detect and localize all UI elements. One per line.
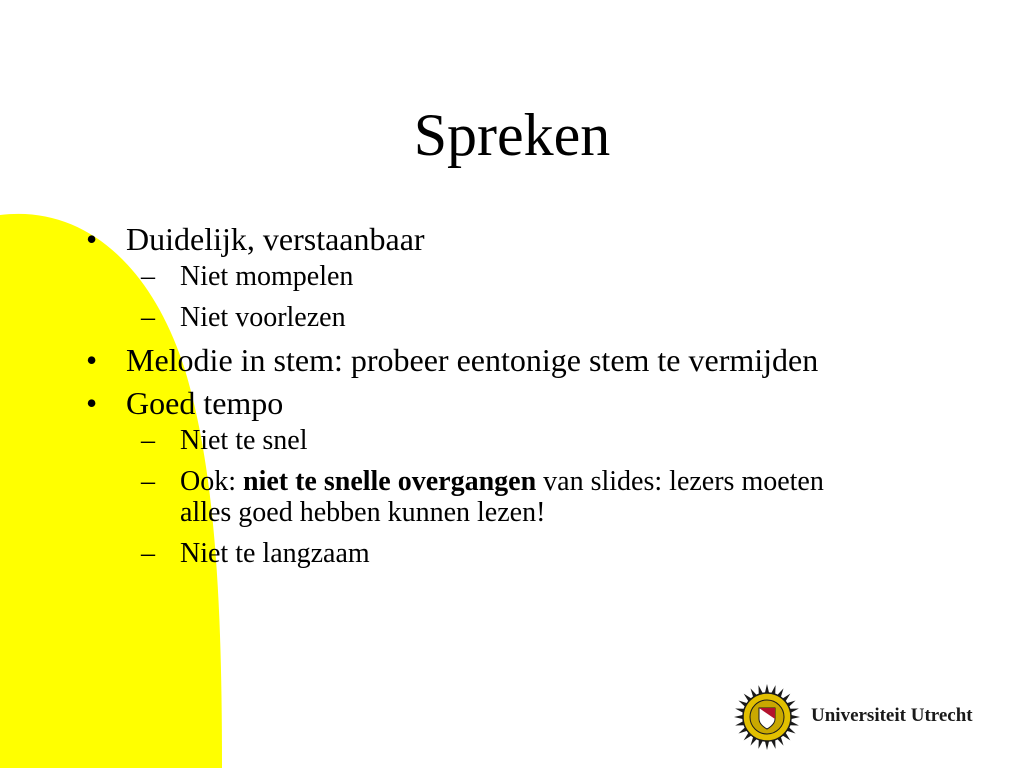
sub-item	[136, 425, 866, 456]
sub-mark: –	[141, 302, 155, 333]
bullet-mark: •	[86, 385, 98, 421]
sub-mark: –	[141, 261, 155, 292]
bullet-mark: •	[86, 221, 98, 257]
sub-text: Niet voorlezen	[180, 302, 346, 333]
sub-item	[136, 302, 866, 333]
university-logo	[733, 683, 993, 753]
sub-text-bold: niet te snelle overgangen	[243, 466, 537, 497]
sub-text: Niet te langzaam	[180, 538, 370, 569]
bullet-text: Duidelijk, verstaanbaar	[126, 221, 425, 257]
sub-text-suffix: van slides: lezers moeten alles goed hebben kunnen lezen!	[180, 466, 824, 528]
sub-item	[136, 261, 866, 292]
sub-list	[126, 425, 866, 569]
bullet-item	[86, 222, 866, 333]
bullet-item	[86, 343, 866, 378]
sub-mark: –	[141, 466, 155, 497]
bullet-item	[86, 386, 866, 569]
sub-text: Niet mompelen	[180, 261, 354, 292]
sub-text-prefix: Ook:	[180, 466, 243, 497]
bullet-list	[86, 222, 866, 579]
sub-mark: –	[141, 425, 155, 456]
sun-seal-icon	[733, 683, 801, 751]
sub-mark: –	[141, 538, 155, 569]
sub-text: Niet te snel	[180, 425, 308, 456]
sub-item	[136, 466, 866, 528]
sub-list	[126, 261, 866, 333]
bullet-text: Melodie in stem: probeer eentonige stem te vermijden	[126, 342, 819, 378]
bullet-text: Goed tempo	[126, 385, 284, 421]
sub-item	[136, 538, 866, 569]
slide-title: Spreken	[413, 102, 611, 168]
logo-wordmark: Universiteit Utrecht	[811, 705, 973, 726]
bullet-mark: •	[86, 342, 98, 378]
